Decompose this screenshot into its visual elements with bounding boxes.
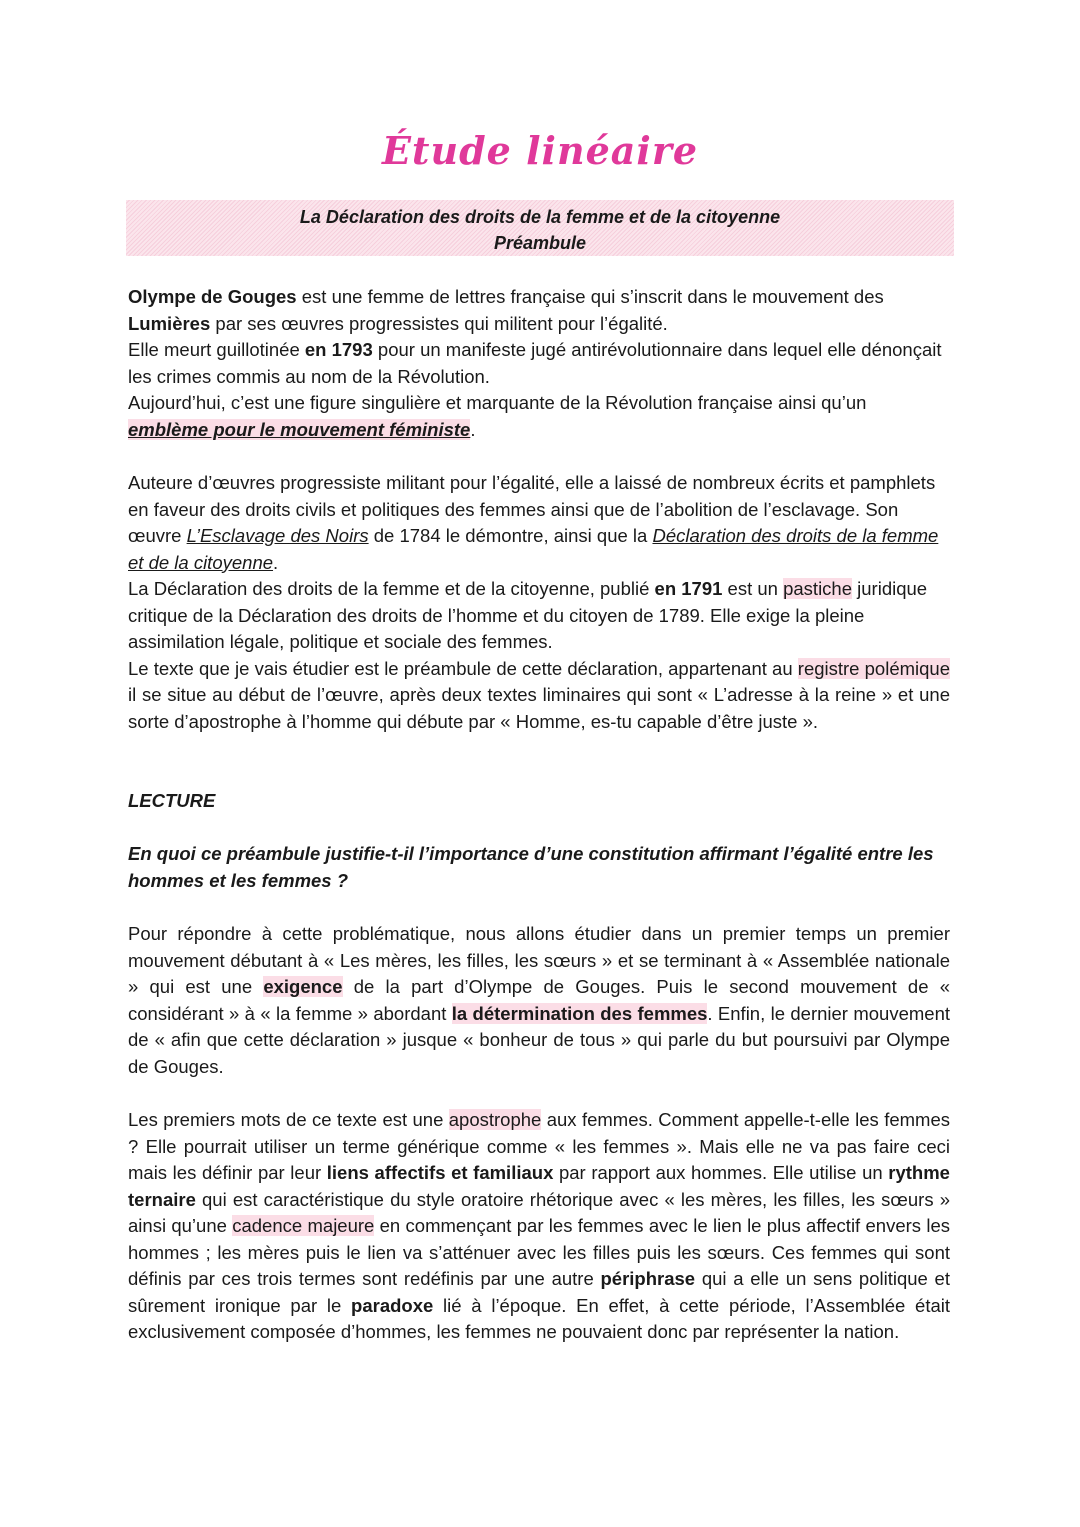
- text-span: Les premiers mots de ce texte est une: [128, 1109, 449, 1130]
- problematic-question: En quoi ce préambule justifie-t-il l’importance d’une constitution affirmant l’égalité entre les hommes et les femmes ?: [128, 843, 934, 891]
- author-name: Olympe de Gouges: [128, 286, 297, 307]
- intro-line-today: [128, 390, 950, 443]
- text-span: de la part d’Olympe de Gouges. Puis le second mouvement de « considérant » à « la femme » abordant: [128, 976, 950, 1024]
- paradoxe-term: paradoxe: [351, 1294, 434, 1316]
- text-span: pour un manifeste jugé antirévolutionnaire dans lequel elle dénonçait les crimes commis au nom de la Révolution.: [128, 339, 942, 387]
- title-banner: [126, 200, 954, 256]
- text-span: de 1784 le démontre, ainsi que la: [368, 525, 653, 546]
- text-span: lié à l’époque. En effet, à cette période, l’Assemblée était exclusivement composée d’hommes, les femmes ne pouvaient donc par représenter la nation.: [128, 1294, 950, 1342]
- text-span: Elle meurt guillotinée: [128, 339, 305, 360]
- cadence-majeure-highlight: cadence majeure: [232, 1215, 375, 1236]
- page-title: Étude linéaire: [381, 128, 699, 173]
- text-span: est une femme de lettres française qui s’inscrit dans le mouvement des: [296, 286, 884, 307]
- periphrase-term: périphrase: [600, 1268, 696, 1289]
- text-span: Pour répondre à cette problématique, nous allons étudier dans un premier temps un premier mouvement débutant à « Les mères, les filles, les sœurs » et se terminant à « Assemblée nationale » qui est une: [128, 923, 950, 997]
- text-span: .: [273, 551, 279, 573]
- text-study-line: [128, 656, 950, 736]
- text-span: aux femmes. Comment appelle-t-elle les femmes ? Elle pourrait utiliser un terme générique comme « les femmes ». Mais elle ne va pas faire ceci mais les définir par leur: [128, 1109, 950, 1183]
- work-title-esclavage: L’Esclavage des Noirs: [186, 525, 369, 546]
- registre-polemique-highlight: registre polémique: [797, 657, 950, 679]
- analysis-paragraph: [128, 1107, 950, 1346]
- apostrophe-highlight: apostrophe: [448, 1109, 542, 1130]
- works-line: [128, 470, 950, 576]
- lumieres-term: Lumières: [128, 312, 211, 334]
- pastiche-line: [128, 576, 950, 656]
- liens-affectifs-term: liens affectifs et familiaux: [326, 1162, 554, 1183]
- lecture-heading: LECTURE: [128, 790, 216, 811]
- text-span: par ses œuvres progressistes qui militent pour l’égalité.: [210, 312, 668, 334]
- pastiche-highlight: pastiche: [783, 578, 853, 599]
- text-span: . Enfin, le dernier mouvement de « afin que cette déclaration » jusque « bonheur de tous » qui parle du but poursuivi par Olympe de Gouges.: [128, 1002, 950, 1077]
- text-span: par rapport aux hommes. Elle utilise un: [553, 1162, 889, 1183]
- text-span: Le texte que je vais étudier est le préambule de cette déclaration, appartenant au: [128, 657, 798, 679]
- text-span: Aujourd’hui, c’est une figure singulière et marquante de la Révolution française ainsi qu’un: [128, 392, 867, 413]
- text-paragraph: [128, 921, 950, 1080]
- text-span: est un: [722, 578, 784, 599]
- text-span: il se situe au début de l’œuvre, après deux textes liminaires qui sont « L’adresse à la reine » et une sorte d’apostrophe à l’homme qui débute par « Homme, es-tu capable d’être juste ».: [128, 684, 950, 732]
- banner-work-title: La Déclaration des droits de la femme et de la citoyenne: [299, 207, 781, 227]
- text-span: qui a elle un sens politique et sûrement ironique par le: [128, 1268, 950, 1316]
- intro-line-author: [128, 284, 950, 337]
- rythme-ternaire-term: rythme ternaire: [128, 1162, 950, 1210]
- banner-subtitle: Préambule: [493, 233, 587, 253]
- text-span: .: [470, 418, 476, 440]
- year-1793: en 1793: [304, 339, 373, 360]
- intro-paragraph-2: [128, 470, 950, 735]
- text-span: en commençant par les femmes avec le lien le plus affectif envers les hommes ; les mères puis le lien va s’atténuer avec les filles puis les sœurs. Ces femmes qui sont définis par ces trois termes sont redéfinis par une autre: [128, 1215, 950, 1289]
- plan-paragraph: [128, 921, 950, 1080]
- text-span: La Déclaration des droits de la femme et de la citoyenne, publié: [128, 578, 655, 599]
- text-span: Auteure d’œuvres progressiste militant pour l’égalité, elle a laissé de nombreux écrits et pamphlets en faveur des droits civils et politiques des femmes ainsi que de l’abolition de l’esclavage. Son œuvre: [128, 472, 936, 546]
- year-1791: en 1791: [654, 578, 723, 599]
- intro-paragraph-1: [128, 284, 950, 443]
- feminist-emblem-highlight: emblème pour le mouvement féministe: [128, 418, 471, 440]
- text-span: qui est caractéristique du style oratoire rhétorique avec « les mères, les filles, les sœurs » ainsi qu’une: [128, 1188, 950, 1236]
- work-title-declaration: Déclaration des droits de la femme et de la citoyenne: [128, 525, 939, 573]
- text-span: juridique critique de la Déclaration des droits de l’homme et du citoyen de 1789. Elle exige la pleine assimilation légale, politique et sociale des femmes.: [128, 578, 928, 652]
- exigence-highlight: exigence: [263, 976, 343, 997]
- determination-highlight: la détermination des femmes: [451, 1002, 708, 1024]
- intro-line-death: [128, 337, 950, 390]
- text-paragraph: [128, 1107, 950, 1346]
